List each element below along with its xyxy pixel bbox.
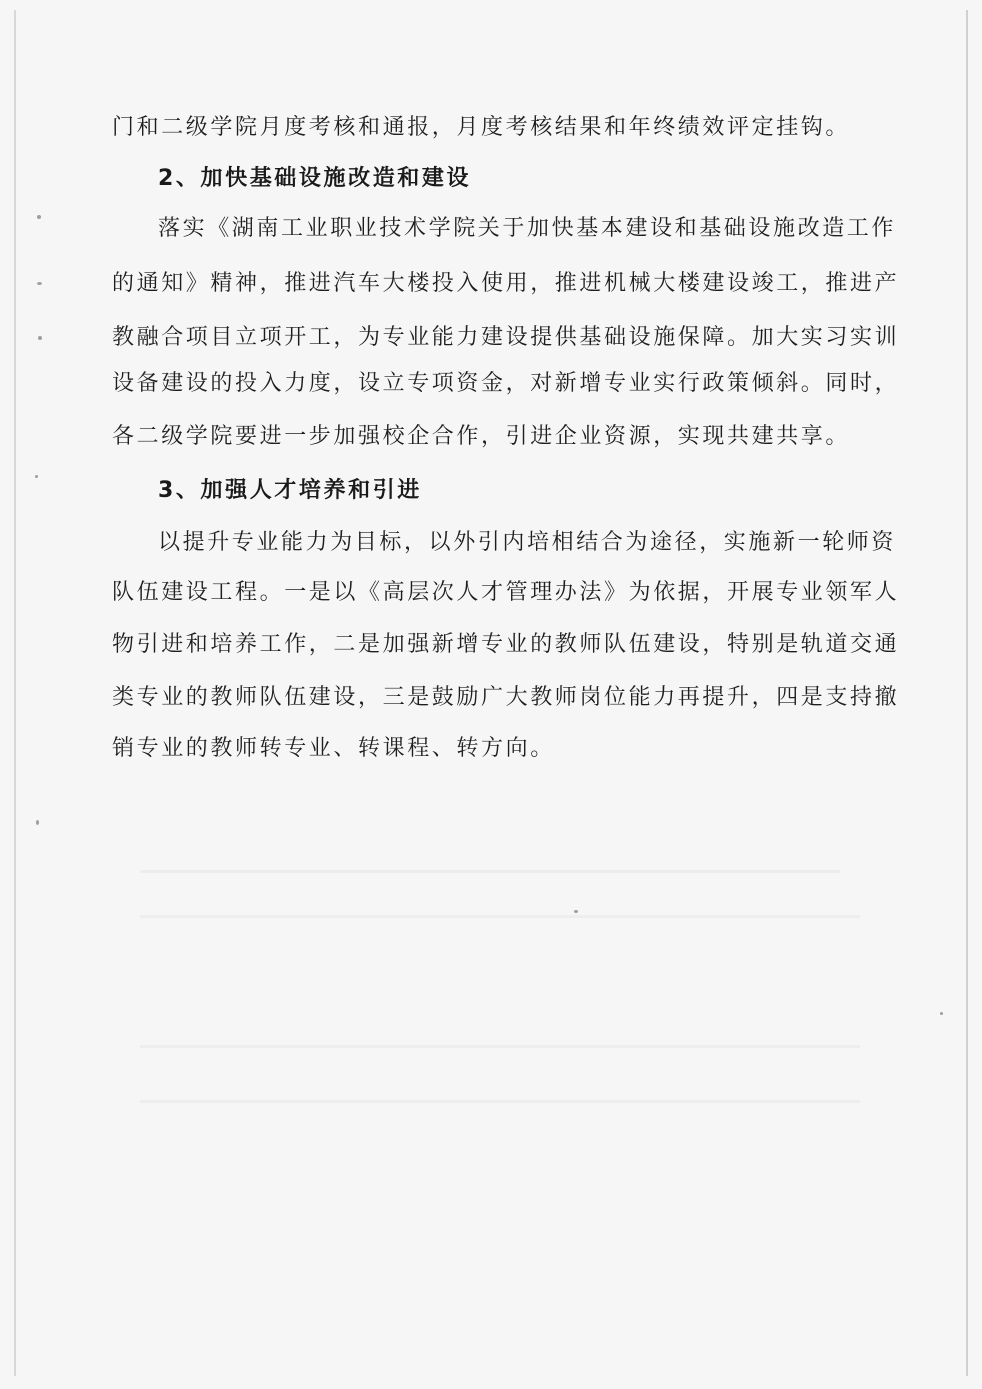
scan-speck <box>574 910 578 913</box>
scan-speck <box>35 475 38 478</box>
paragraph-line: 门和二级学院月度考核和通报，月度考核结果和年终绩效评定挂钩。 <box>112 115 851 140</box>
paragraph-line: 以提升专业能力为目标，以外引内培相结合为途径，实施新一轮师资 <box>158 530 897 555</box>
paragraph-line: 物引进和培养工作，二是加强新增专业的教师队伍建设，特别是轨道交通 <box>112 632 900 657</box>
scan-speck <box>940 1012 943 1015</box>
section-heading: 2、加快基础设施改造和建设 <box>158 166 472 191</box>
paragraph-line: 销专业的教师转专业、转课程、转方向。 <box>112 736 555 761</box>
scan-speck <box>37 215 41 219</box>
paragraph-line: 各二级学院要进一步加强校企合作，引进企业资源，实现共建共享。 <box>112 424 851 449</box>
paragraph-line: 的通知》精神，推进汽车大楼投入使用，推进机械大楼建设竣工，推进产 <box>112 271 900 296</box>
paragraph-line: 教融合项目立项开工，为专业能力建设提供基础设施保障。加大实习实训 <box>112 325 900 350</box>
scan-speck <box>36 820 39 825</box>
paragraph-line: 落实《湖南工业职业技术学院关于加快基本建设和基础设施改造工作 <box>158 216 897 241</box>
paragraph-line: 设备建设的投入力度，设立专项资金，对新增专业实行政策倾斜。同时， <box>112 371 900 396</box>
paragraph-line: 类专业的教师队伍建设，三是鼓励广大教师岗位能力再提升，四是支持撤 <box>112 685 900 710</box>
scan-speck <box>38 336 42 340</box>
paragraph-line: 队伍建设工程。一是以《高层次人才管理办法》为依据，开展专业领军人 <box>112 580 900 605</box>
section-heading: 3、加强人才培养和引进 <box>158 478 422 503</box>
scan-speck <box>37 282 42 285</box>
bleed-through-shadow <box>0 870 982 1170</box>
